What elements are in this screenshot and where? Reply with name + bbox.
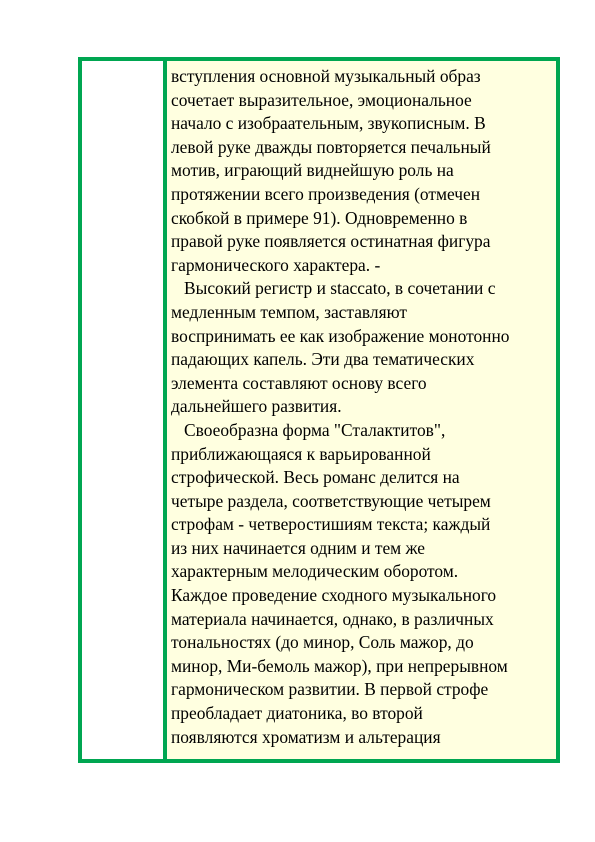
text-line: гармонического характера. -: [171, 254, 381, 275]
text-line: вступления основной музыкальный образ: [171, 66, 481, 86]
text-line: гармоническом развитии. В первой строфе: [171, 679, 489, 700]
text-line: характерным мелодическим оборотом.: [171, 561, 459, 582]
text-line: сочетает выразительное, эмоциональное: [171, 89, 472, 110]
text-line: Высокий регистр и staccato, в сочетании с: [171, 278, 496, 299]
text-line: правой руке появляется остинатная фигура: [171, 231, 491, 252]
text-line: скобкой в примере 91). Одновременно в: [171, 207, 468, 228]
text-column: [167, 61, 556, 759]
text-line: левой руке дважды повторяется печальный: [171, 136, 491, 157]
text-line: материала начинается, однако, в различных: [171, 608, 494, 629]
text-line: строфам - четверостишиям текста; каждый: [171, 514, 491, 535]
text-line: воспринимать ее как изображение монотонно: [171, 325, 510, 346]
page-frame: [78, 57, 560, 763]
text-line: появляются хроматизм и альтерация: [171, 726, 441, 747]
text-line: протяжении всего произведения (отмечен: [171, 183, 481, 204]
text-line: из них начинается одним и тем же: [171, 537, 426, 558]
text-line: дальнейшего развития.: [171, 396, 342, 417]
left-margin-column: [82, 61, 167, 759]
text-line: элемента составляют основу всего: [171, 372, 427, 393]
text-line: приближающаяся к варьированной: [171, 443, 431, 464]
body-text: [167, 61, 556, 749]
text-line: четыре раздела, соответствующие четырем: [171, 490, 491, 511]
text-line: падающих капель. Эти два тематических: [171, 349, 475, 370]
text-line: Каждое проведение сходного музыкального: [171, 585, 497, 606]
text-line: преобладает диатоника, во второй: [171, 703, 423, 724]
text-line: медленным темпом, заставляют: [171, 301, 407, 322]
text-line: начало с изобраательным, звукописным. В: [171, 113, 486, 134]
text-line: тональностях (до минор, Соль мажор, до: [171, 632, 474, 653]
text-line: минор, Ми-бемоль мажор), при непрерывном: [171, 655, 508, 676]
text-line: Своеобразна форма "Сталактитов",: [171, 419, 446, 440]
text-line: мотив, играющий виднейшую роль на: [171, 160, 454, 181]
text-line: строфической. Весь романс делится на: [171, 467, 460, 488]
